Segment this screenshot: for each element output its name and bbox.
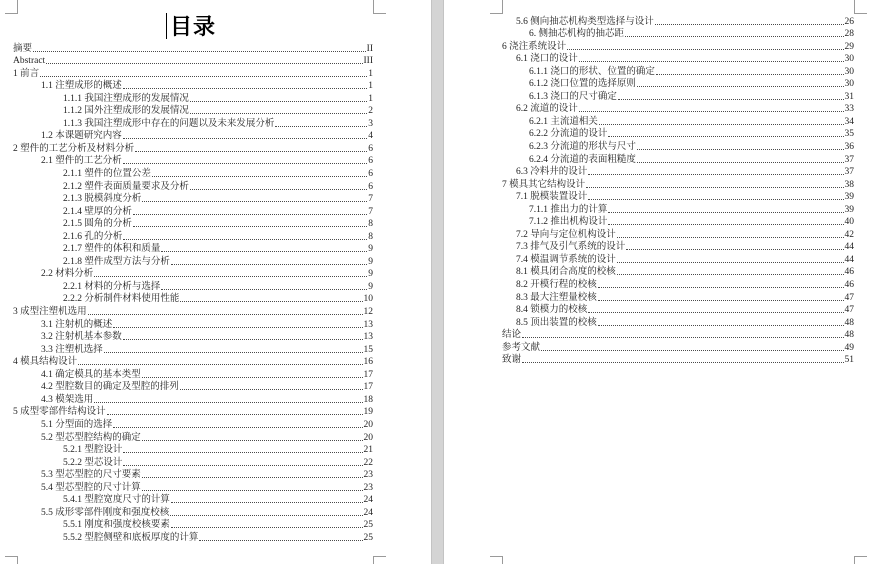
dot-leader (94, 402, 362, 403)
toc-entry-page-number: 9 (368, 256, 373, 267)
toc-entry-page-number: 48 (844, 330, 854, 341)
document-page-left[interactable] (0, 0, 431, 564)
toc-entry-label: 4.1 确定模具的基本类型 (41, 369, 141, 380)
toc-entry-label: 参考文献 (502, 342, 541, 353)
toc-entry-page-number: 37 (844, 167, 854, 178)
dot-leader (142, 440, 363, 441)
toc-entry-label: 2.1.2 塑件表面质量要求及分析 (63, 181, 189, 192)
dot-leader (617, 274, 844, 275)
toc-entry-page-number: 12 (363, 307, 373, 318)
toc-entry[interactable] (502, 315, 854, 328)
toc-entry-page-number: 20 (363, 419, 373, 430)
toc-entry-page-number: 9 (368, 281, 373, 292)
dot-leader (275, 126, 367, 127)
toc-entry[interactable] (502, 340, 854, 353)
dot-leader (107, 414, 363, 415)
text-cursor (166, 13, 167, 39)
dot-leader (598, 300, 844, 301)
toc-entry-page-number: 4 (368, 131, 373, 142)
crop-mark (502, 556, 503, 564)
toc-entry-page-number: 33 (844, 104, 854, 115)
toc-entry-label: 7.1.2 推出机构设计 (529, 217, 608, 228)
toc-entry-page-number: 26 (844, 16, 854, 27)
dot-leader (655, 24, 844, 25)
toc-entry-label: 5.5.2 型腔侧壁和底板厚度的计算 (63, 532, 199, 543)
dot-leader (180, 301, 362, 302)
dot-leader (579, 111, 844, 112)
toc-entry-page-number: 40 (844, 217, 854, 228)
dot-leader (199, 540, 362, 541)
toc-entry-page-number: 44 (844, 242, 854, 253)
crop-mark (373, 556, 386, 557)
toc-entry-label: 7.4 模温调节系统的设计 (516, 254, 616, 265)
toc-entry-label: 6.2.1 主流道相关 (529, 116, 598, 127)
dot-leader (190, 101, 367, 102)
dot-leader (104, 352, 363, 353)
toc-entry-label: 2 塑件的工艺分析及材料分析 (13, 143, 135, 154)
toc-entry-page-number: 31 (844, 91, 854, 102)
toc-entry-page-number: 47 (844, 292, 854, 303)
toc-entry-page-number: 19 (363, 407, 373, 418)
toc-entry-label: 4.3 模架选用 (41, 394, 94, 405)
toc-entry-label: 5.2.2 型芯设计 (63, 457, 123, 468)
crop-mark (373, 0, 374, 13)
toc-entry-label: 5.2 型芯型腔结构的确定 (41, 432, 141, 443)
dot-leader (522, 362, 843, 363)
toc-entry[interactable] (13, 530, 373, 543)
toc-entry-label: 8.5 顶出装置的校核 (516, 317, 597, 328)
dot-leader (588, 312, 843, 313)
toc-entry-label: 结论 (502, 330, 522, 341)
toc-entry-page-number: 16 (363, 357, 373, 368)
page-gap (431, 0, 444, 564)
dot-leader (170, 515, 362, 516)
toc-entry[interactable] (502, 353, 854, 366)
dot-leader (599, 124, 844, 125)
dot-leader (142, 201, 367, 202)
toc-entry-label: 3.3 注塑机选择 (41, 344, 103, 355)
toc-entry-page-number: 6 (368, 143, 373, 154)
toc-entry-page-number: 8 (368, 231, 373, 242)
toc-entry-label: 6.1.2 浇口位置的选择原则 (529, 79, 636, 90)
toc-entry-page-number: 1 (368, 68, 373, 79)
toc-entry-label: 3.1 注射机的概述 (41, 319, 113, 330)
toc-entry-label: 5.4.1 型腔宽度尺寸的计算 (63, 495, 170, 506)
toc-entry-page-number: 28 (844, 29, 854, 40)
toc-entry-page-number: III (363, 56, 373, 67)
crop-mark (373, 13, 386, 14)
toc-entry-label: 6.2 流道的设计 (516, 104, 578, 115)
toc-entry-page-number: 13 (363, 319, 373, 330)
dot-leader (637, 86, 844, 87)
toc-entry-label: 2.1.4 壁厚的分析 (63, 206, 132, 217)
dot-leader (161, 251, 367, 252)
toc-entry-page-number: 6 (368, 169, 373, 180)
toc-entry-page-number: 35 (844, 129, 854, 140)
dot-leader (171, 527, 363, 528)
toc-entry-page-number: 49 (844, 342, 854, 353)
dot-leader (123, 138, 367, 139)
toc-entry-label: 6.2.4 分流道的表面粗糙度 (529, 154, 636, 165)
toc-entry-label: 1.2 本课题研究内容 (41, 131, 122, 142)
toc-entry-label: 2.2.2 分析制件材料使用性能 (63, 294, 180, 305)
toc-entry-label: 8.4 锁模力的校核 (516, 305, 588, 316)
dot-leader (598, 325, 844, 326)
toc-entry-label: 8.1 模具闭合高度的校核 (516, 267, 616, 278)
dot-leader (123, 465, 362, 466)
toc-entry-label: 5.1 分型面的选择 (41, 419, 113, 430)
toc-entry-label: 2.1.3 脱模斜度分析 (63, 194, 142, 205)
toc-entry-page-number: 23 (363, 470, 373, 481)
toc-entry-page-number: 9 (368, 244, 373, 255)
toc-entry-label: 6.1 浇口的设计 (516, 54, 578, 65)
toc-entry-page-number: 9 (368, 269, 373, 280)
toc-entry-label: 5.2.1 型腔设计 (63, 445, 123, 456)
dot-leader (113, 427, 362, 428)
dot-leader (133, 214, 367, 215)
toc-entry-page-number: 15 (363, 344, 373, 355)
dot-leader (608, 224, 843, 225)
toc-entry-label: 5.3 型芯型腔的尺寸要素 (41, 470, 141, 481)
dot-leader (33, 51, 366, 52)
toc-entry-page-number: 17 (363, 369, 373, 380)
dot-leader (171, 502, 363, 503)
dot-leader (123, 339, 363, 340)
toc-entry-page-number: 36 (844, 142, 854, 153)
dot-leader (626, 249, 843, 250)
toc-entry-label: 5.5.1 刚度和强度校核要素 (63, 520, 170, 531)
toc-entry-page-number: 34 (844, 116, 854, 127)
dot-leader (637, 149, 844, 150)
toc-entry-label: 1 前言 (13, 68, 40, 79)
document-page-right[interactable] (444, 0, 883, 564)
dot-leader (88, 314, 363, 315)
dot-leader (541, 350, 843, 351)
dot-leader (142, 490, 363, 491)
crop-mark (5, 13, 18, 14)
toc-entry-label: 1.1 注塑成形的概述 (41, 81, 122, 92)
toc-entry-label: 6.2.3 分流道的形状与尺寸 (529, 142, 636, 153)
toc-entry-label: 2.1.1 塑件的位置公差 (63, 169, 151, 180)
dot-leader (608, 136, 843, 137)
toc-entry-page-number: 29 (844, 41, 854, 52)
toc-entry-page-number: 38 (844, 179, 854, 190)
toc-entry-page-number: 23 (363, 482, 373, 493)
toc-entry-label: 7.3 排气及引气系统的设计 (516, 242, 626, 253)
dot-leader (608, 212, 843, 213)
toc-entry-label: 7 模具其它结构设计 (502, 179, 586, 190)
dot-leader (598, 287, 844, 288)
toc-entry-page-number: 6 (368, 181, 373, 192)
toc-entry-label: 3.2 注射机基本参数 (41, 332, 122, 343)
toc-entry-page-number: 18 (363, 394, 373, 405)
dot-leader (618, 99, 844, 100)
toc-entry-page-number: 46 (844, 267, 854, 278)
crop-mark (490, 13, 503, 14)
toc-entry-page-number: 8 (368, 219, 373, 230)
toc-entry-label: 1.1.3 我国注塑成形中存在的问题以及未来发展分析 (63, 118, 275, 129)
toc-entry-label: 2.2 材料分析 (41, 269, 94, 280)
toc-entry-page-number: 10 (363, 294, 373, 305)
toc-entry-label: 6.1.3 浇口的尺寸确定 (529, 91, 617, 102)
toc-entry-label: 6.2.2 分流道的设计 (529, 129, 608, 140)
dot-leader (522, 337, 843, 338)
toc-entry-label: 5.5 成形零部件刚度和强度校核 (41, 507, 170, 518)
dot-leader (123, 163, 367, 164)
toc-entry-page-number: 42 (844, 229, 854, 240)
toc-entry-page-number: 21 (363, 445, 373, 456)
toc-entry-label: 1.1.1 我国注塑成形的发展情况 (63, 93, 189, 104)
dot-leader (46, 63, 362, 64)
toc-entry-label: 4.2 型腔数目的确定及型腔的排列 (41, 382, 179, 393)
dot-leader (586, 187, 843, 188)
toc-entry-label: 7.1.1 推出力的计算 (529, 204, 608, 215)
toc-entry-label: 2.1.7 塑件的体积和质量 (63, 244, 161, 255)
dot-leader (625, 36, 843, 37)
crop-mark (854, 556, 855, 564)
crop-mark (502, 0, 503, 13)
toc-entry-label: 摘要 (13, 43, 33, 54)
dot-leader (180, 389, 363, 390)
dot-leader (190, 189, 367, 190)
toc-entry-page-number: 30 (844, 66, 854, 77)
toc-entry-page-number: 25 (363, 520, 373, 531)
toc-entry-label: 2.1.5 圆角的分析 (63, 219, 132, 230)
toc-entry-page-number: II (366, 43, 373, 54)
toc-entry-page-number: 7 (368, 194, 373, 205)
crop-mark (17, 0, 18, 13)
toc-entry-page-number: 30 (844, 79, 854, 90)
dot-leader (123, 452, 362, 453)
toc-entry-page-number: 48 (844, 317, 854, 328)
toc-entry-page-number: 2 (368, 106, 373, 117)
dot-leader (617, 262, 844, 263)
crop-mark (854, 556, 867, 557)
dot-leader (637, 162, 844, 163)
toc-entry-label: 6.1.1 浇口的形状、位置的确定 (529, 66, 655, 77)
dot-leader (656, 74, 844, 75)
dot-leader (588, 199, 843, 200)
toc-entry-page-number: 7 (368, 206, 373, 217)
toc-entry-label: Abstract (13, 56, 46, 67)
toc-entry-page-number: 22 (363, 457, 373, 468)
toc-entry[interactable] (502, 328, 854, 341)
crop-mark (17, 556, 18, 564)
toc-entry-page-number: 17 (363, 382, 373, 393)
toc-entry-page-number: 1 (368, 93, 373, 104)
toc-list-right (502, 14, 854, 365)
crop-mark (373, 556, 374, 564)
toc-entry-label: 5.6 侧向抽芯机构类型选择与设计 (516, 16, 654, 27)
toc-entry-label: 2.1.8 塑件成型方法与分析 (63, 256, 170, 267)
dot-leader (588, 174, 843, 175)
dot-leader (567, 49, 843, 50)
toc-entry-page-number: 46 (844, 280, 854, 291)
toc-entry-label: 6.3 冷料井的设计 (516, 167, 588, 178)
dot-leader (171, 264, 367, 265)
page-title: 目录 (169, 14, 216, 39)
toc-entry-page-number: 24 (363, 507, 373, 518)
dot-leader (133, 226, 367, 227)
toc-entry-label: 5 成型零部件结构设计 (13, 407, 106, 418)
crop-mark (854, 0, 855, 13)
toc-entry-page-number: 39 (844, 192, 854, 203)
dot-leader (161, 289, 367, 290)
toc-entry-page-number: 25 (363, 532, 373, 543)
crop-mark (854, 13, 867, 14)
toc-entry-label: 6. 侧抽芯机构的抽芯距 (529, 29, 625, 40)
toc-entry-label: 7.2 导向与定位机构设计 (516, 229, 616, 240)
dot-leader (142, 477, 363, 478)
toc-entry-page-number: 20 (363, 432, 373, 443)
toc-entry[interactable] (13, 41, 373, 54)
toc-entry-label: 6 浇注系统设计 (502, 41, 567, 52)
toc-entry-label: 4 模具结构设计 (13, 357, 78, 368)
toc-entry-label: 2.2.1 材料的分析与选择 (63, 281, 161, 292)
toc-entry-page-number: 47 (844, 305, 854, 316)
toc-entry-page-number: 6 (368, 156, 373, 167)
toc-entry-page-number: 39 (844, 204, 854, 215)
toc-entry-label: 2.1 塑件的工艺分析 (41, 156, 122, 167)
toc-entry[interactable] (13, 54, 373, 67)
toc-entry-page-number: 1 (368, 81, 373, 92)
dot-leader (113, 327, 362, 328)
toc-list-left (13, 41, 373, 543)
toc-entry-label: 3 成型注塑机选用 (13, 307, 87, 318)
toc-entry-page-number: 37 (844, 154, 854, 165)
toc-entry-label: 5.4 型芯型腔的尺寸计算 (41, 482, 141, 493)
toc-entry-page-number: 3 (368, 118, 373, 129)
toc-entry-page-number: 51 (844, 355, 854, 366)
toc-entry-label: 致谢 (502, 355, 522, 366)
toc-entry-label: 1.1.2 国外注塑成形的发展情况 (63, 106, 189, 117)
toc-entry-label: 8.3 最大注塑量校核 (516, 292, 597, 303)
toc-entry-label: 8.2 开模行程的校核 (516, 280, 597, 291)
toc-entry-label: 2.1.6 孔的分析 (63, 231, 123, 242)
dot-leader (617, 237, 844, 238)
toc-entry-page-number: 13 (363, 332, 373, 343)
toc-entry-label: 7.1 脱模装置设计 (516, 192, 588, 203)
toc-entry-page-number: 30 (844, 54, 854, 65)
dot-leader (135, 151, 367, 152)
toc-entry-page-number: 24 (363, 495, 373, 506)
toc-entry-page-number: 44 (844, 254, 854, 265)
